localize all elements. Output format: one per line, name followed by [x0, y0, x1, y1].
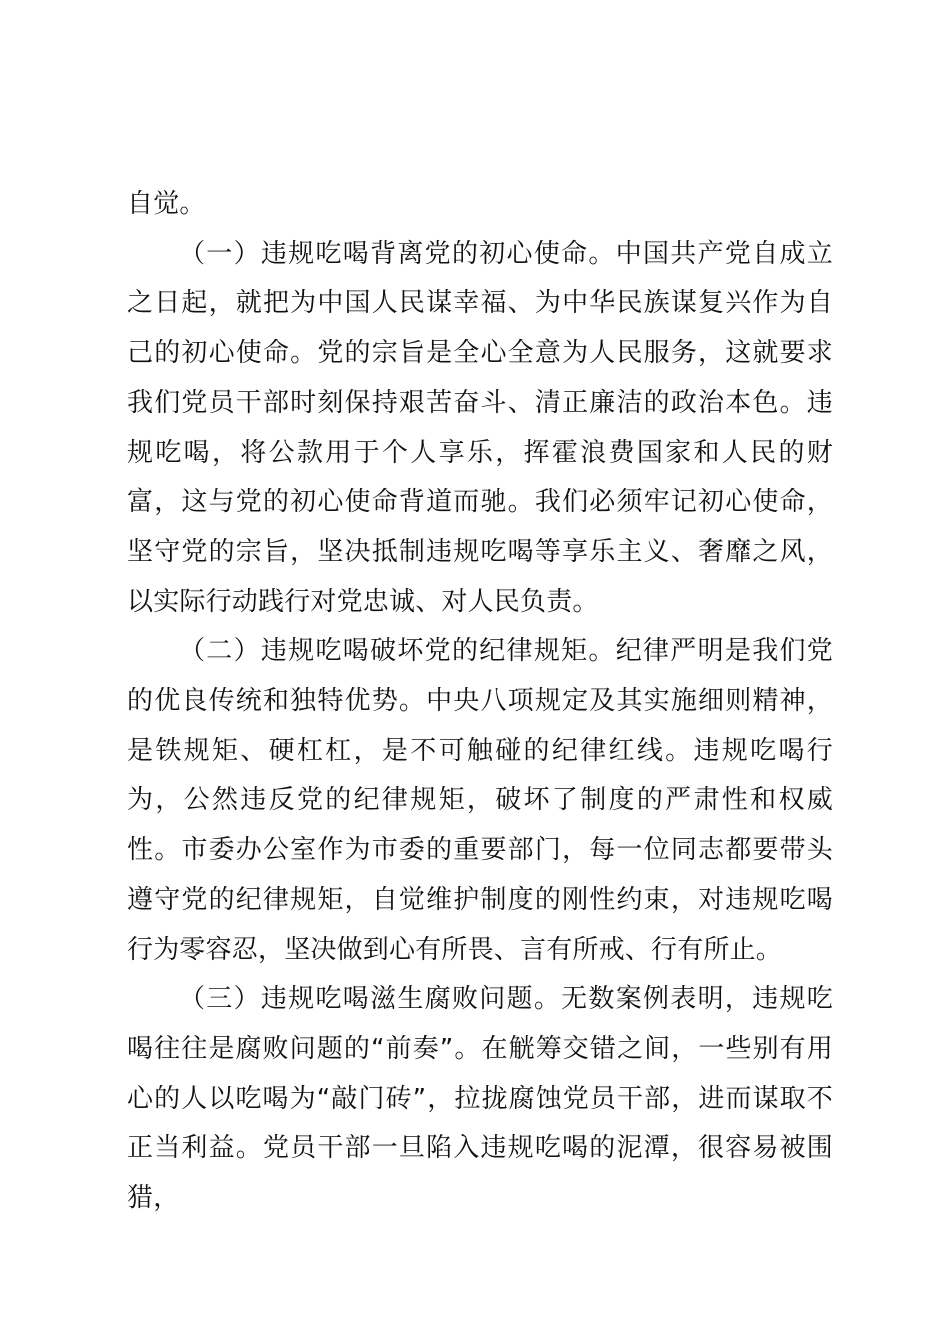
paragraph-section-2: （二）违规吃喝破坏党的纪律规矩。纪律严明是我们党的优良传统和独特优势。中央八项规定及其实施细则精神，是铁规矩、硬杠杠，是不可触碰的纪律红线。违规吃喝行为，公然违反党的纪律规矩，破坏了制度的严肃性和权威性。市委办公室作为市委的重要部门，每一位同志都要带头遵守党的纪律规矩，自觉维护制度的刚性约束，对违规吃喝行为零容忍，坚决做到心有所畏、言有所戒、行有所止。 — [127, 636, 833, 965]
paragraph-continuation: 自觉。 — [127, 189, 206, 219]
paragraph-section-1: （一）违规吃喝背离党的初心使命。中国共产党自成立之日起，就把为中国人民谋幸福、为中华民族谋复兴作为自己的初心使命。党的宗旨是全心全意为人民服务，这就要求我们党员干部时刻保持艰苦奋斗、清正廉洁的政治本色。违规吃喝，将公款用于个人享乐，挥霍浪费国家和人民的财富，这与党的初心使命背道而驰。我们必须牢记初心使命，坚守党的宗旨，坚决抵制违规吃喝等享乐主义、奢靡之风，以实际行动践行对党忠诚、对人民负责。 — [127, 238, 833, 617]
paragraph-section-3: （三）违规吃喝滋生腐败问题。无数案例表明，违规吃喝往往是腐败问题的“前奏”。在觥筹交错之间，一些别有用心的人以吃喝为“敲门砖”，拉拢腐蚀党员干部，进而谋取不正当利益。党员干部一旦陷入违规吃喝的泥潭，很容易被围猎， — [127, 984, 833, 1214]
document-body — [127, 180, 833, 1224]
